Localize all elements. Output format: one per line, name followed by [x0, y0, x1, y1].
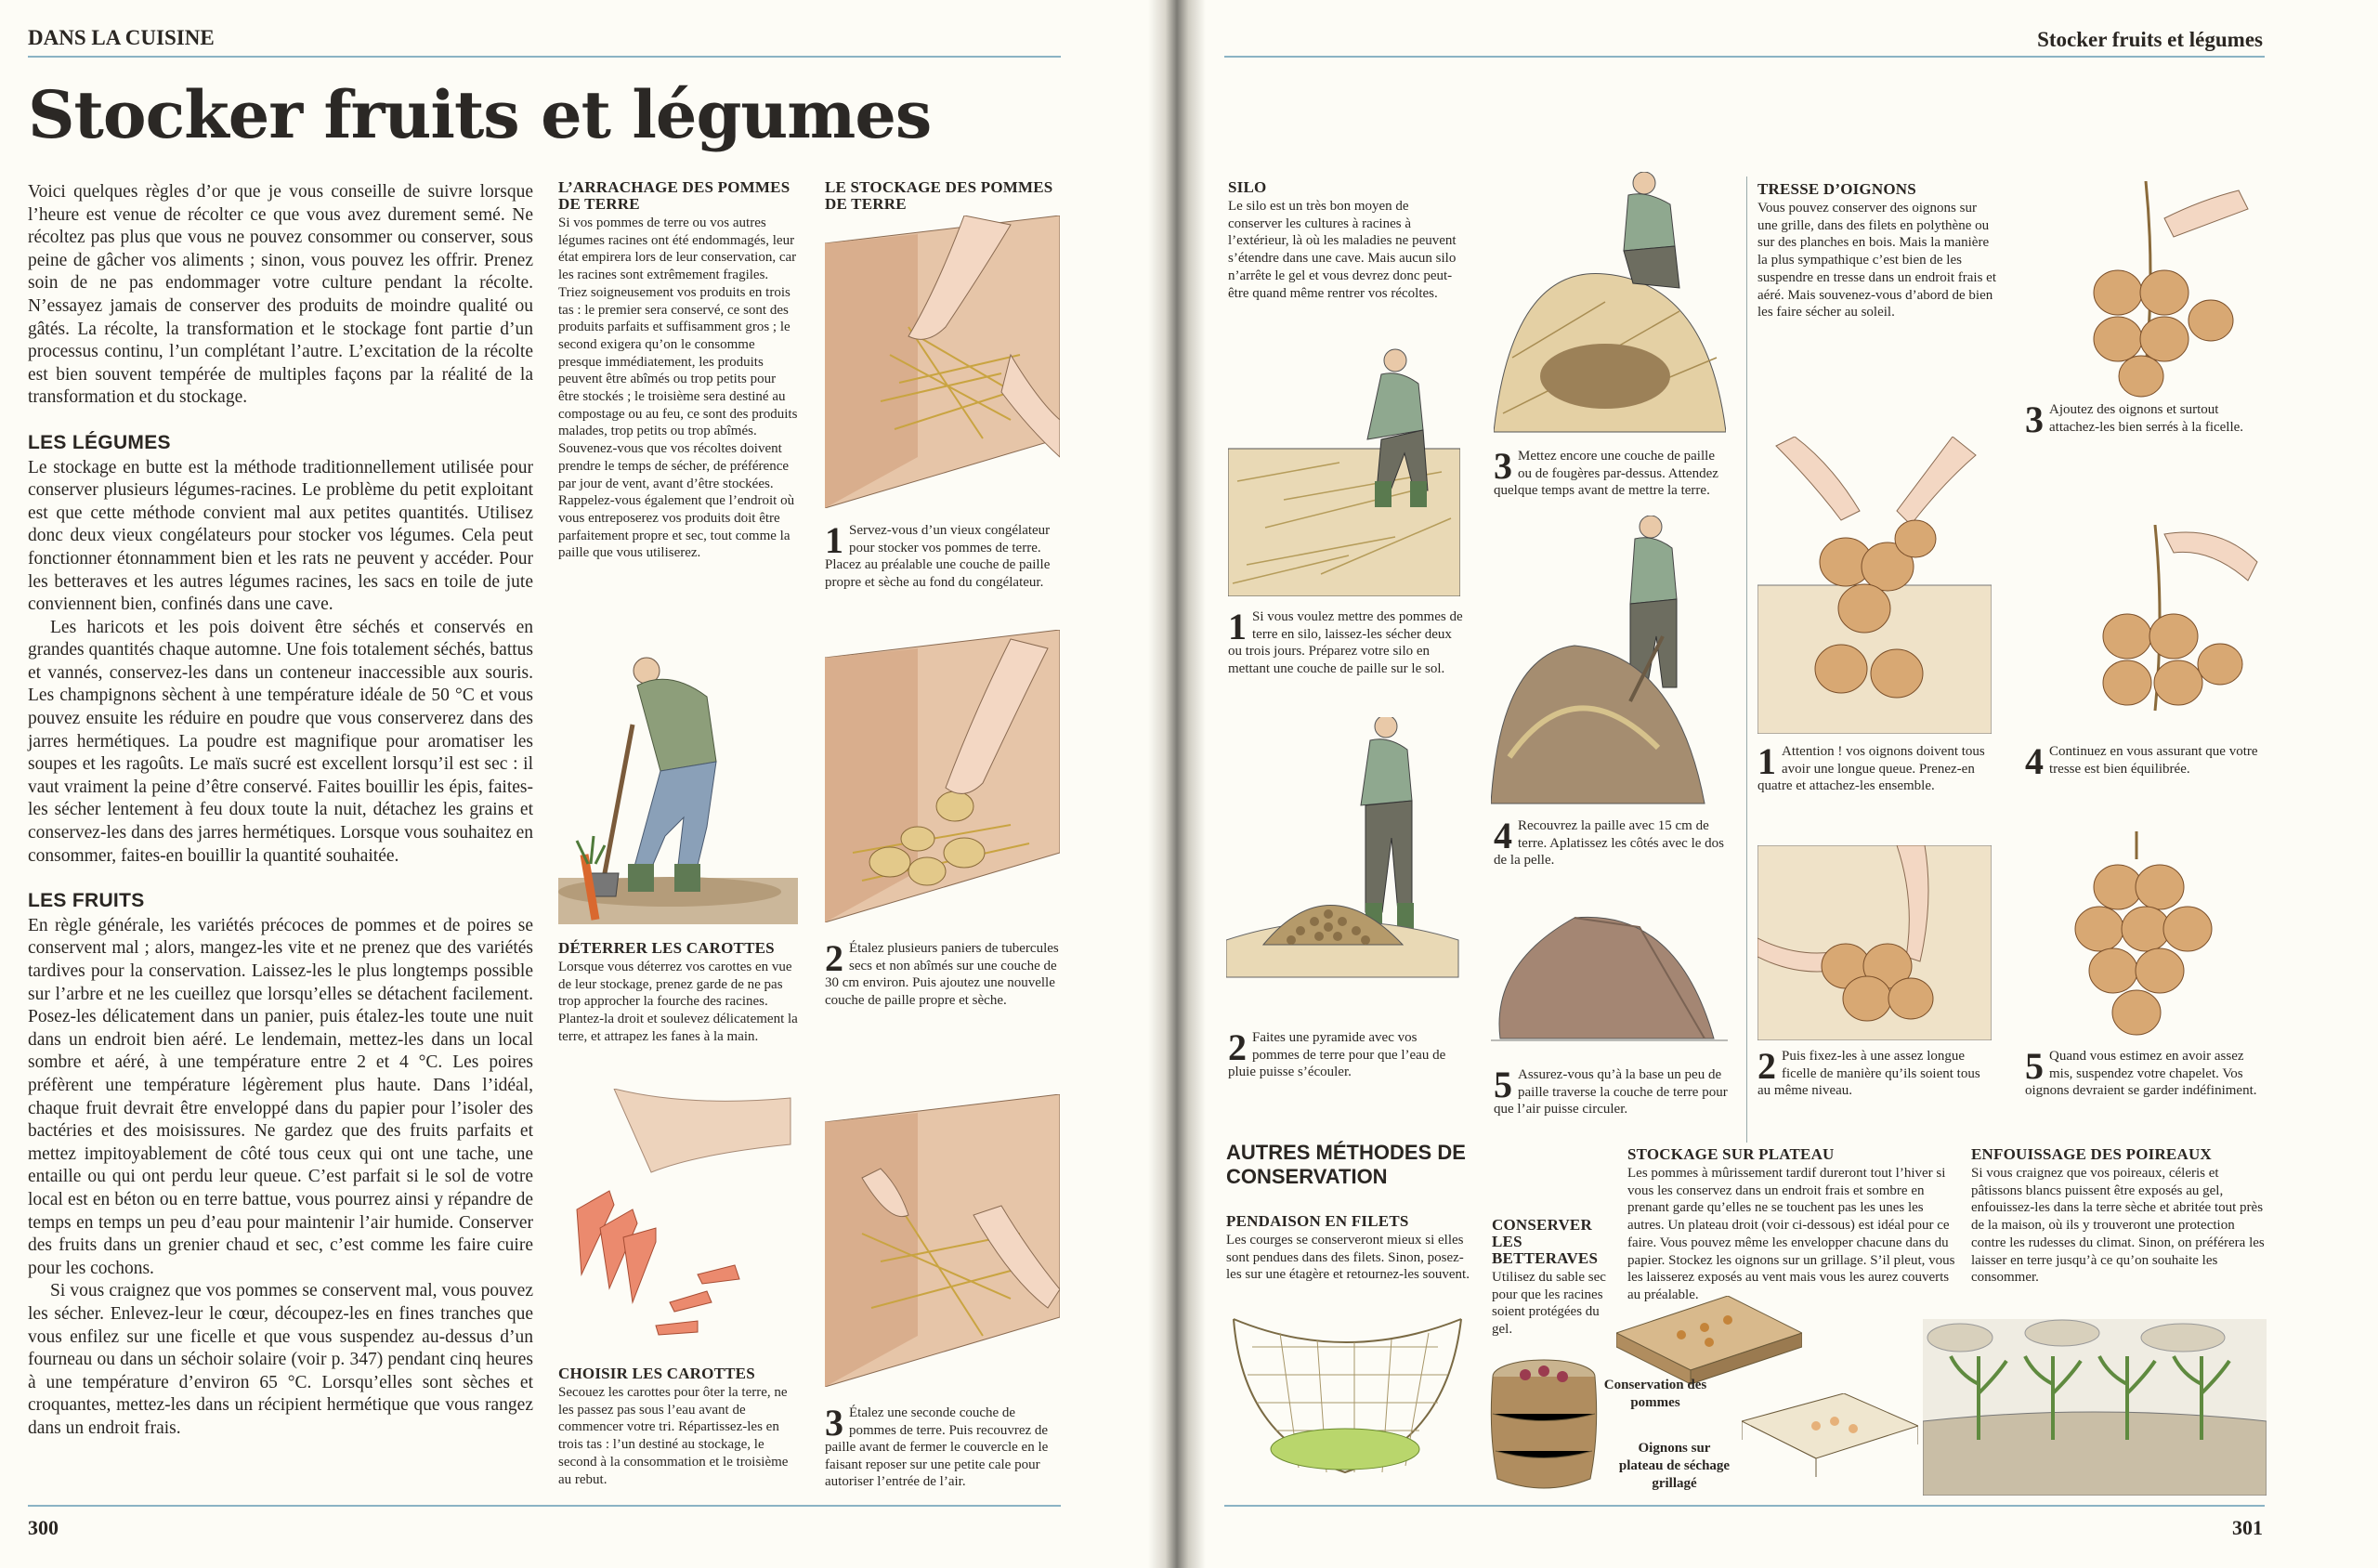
footer-rule-right	[1224, 1505, 2265, 1507]
page-title: Stocker fruits et légumes	[28, 76, 932, 153]
silo-step-4: 4 Recouvrez la paille avec 15 cm de terre. Aplatissez les côtés avec le dos de la pelle.	[1494, 815, 1724, 868]
silo-covering-illustration	[1494, 172, 1726, 437]
digging-potatoes-illustration	[558, 641, 798, 924]
footer-rule	[28, 1505, 1061, 1507]
sorting-carrots-illustration	[558, 1089, 798, 1339]
label-conservation-pommes: Conservation des pommes	[1603, 1378, 1707, 1410]
stockage-heading: LE STOCKAGE DES POMMES DE TERRE	[825, 178, 1053, 213]
section-running-head: DANS LA CUISINE	[28, 26, 215, 49]
autres-heading: AUTRES MÉTHODES DE CONSERVATION	[1226, 1141, 1466, 1188]
onion-braid-step3-illustration	[2025, 181, 2265, 404]
silo-step-1: 1 Si vous voulez mettre des pommes de terre en silo, laissez-les sécher deux ou trois jours. Préparez votre silo en mettant une couche de paille sur le sol.	[1228, 606, 1463, 676]
onion-braid-step4-illustration	[2025, 525, 2265, 734]
stockage-step-1: 1 Servez-vous d’un vieux congélateur pour stocker vos pommes de terre. Placez au préalable une couche de paille propre et sèche au fond du congélateur.	[825, 519, 1051, 590]
arrachage-text: Si vos pommes de terre ou vos autres légumes racines ont été endommagés, leur état empirera lors de leur conservation, car les racines sont extrêmement fragiles. Triez soigneusement vos produits en trois tas : le premier sera conservé, ce sont des produits parfaits et suffisamment gros ; le second exigera qu’on le consomme presque immédiatement, les produits peuvent être abîmés ou trop petits pour être stockés ; le troisième sera destiné au compostage ou au feu, ce sont des produits malades, trop petits ou trop abîmés. Souvenez-vous que vos récoltes doivent prendre le temps de sécher, de préférence par jour de vent, avant d’être stockées. Rappelez-vous également que l’endroit où vous entreposerez vos produits doit être parfaitement propre et sec, tout comme la paille que vous utiliserez.	[558, 216, 798, 561]
silo-finished-illustration	[1491, 908, 1728, 1048]
freezer-straw-illustration	[825, 216, 1060, 508]
fruits-heading: LES FRUITS	[28, 890, 145, 912]
intro-paragraph: Voici quelques règles d’or que je vous conseille de suivre lorsque l’heure est venue de récolter ce que vous avez durement semé. Ne récoltez pas plus que vous ne pouvez consommer ou conserver, sous peine de gâcher vos aliments ; sinon, vous pouvez les offrir. Prenez soin de ne pas endommager votre culture pendant la récolte. N’essayez jamais de conserver des produits de moindre qualité ou gâtés. La récolte, la transformation et le stockage font partie d’un processus continu, l’un complétant l’autre. L’excitation de la récolte est bien souvent tempérée de multiples façons par la réalité de la transformation et du stockage.	[28, 182, 533, 408]
silo-step-2: 2 Faites une pyramide avec vos pommes de terre pour que l’eau de pluie puisse s’écouler.	[1228, 1026, 1446, 1079]
pendaison-box	[1226, 1213, 1470, 1284]
onion-tie-illustration	[1757, 437, 1992, 734]
tresse-text: Vous pouvez conserver des oignons sur une grille, dans des filets en polythène ou sur des planches en bois. Mais la manière la plus sympathique c’est bien de les suspendre en tresse dans un endroit frais et aéré. Mais souvenez-vous d’abord de bien les faire sécher au soleil.	[1757, 201, 1997, 320]
deterrer-box	[558, 940, 798, 1046]
stockage-step-2: 2 Étalez plusieurs paniers de tubercules secs et non abîmés sur une couche de 30 cm environ. Puis ajoutez une nouvelle couche de paille propre et sèche.	[825, 937, 1059, 1008]
section-running-head-right: Stocker fruits et légumes	[2037, 28, 2263, 51]
poireaux-heading: ENFOUISSAGE DES POIREAUX	[1971, 1145, 2212, 1163]
deterrer-text: Lorsque vous déterrez vos carottes en vue de leur stockage, prenez garde de ne pas trop approcher la fourche des racines. Plantez-la droit et soulevez délicatement la terre, et attrapez les fanes à la main.	[558, 960, 798, 1044]
onion-string-illustration	[1757, 845, 1992, 1040]
leeks-illustration	[1923, 1319, 2267, 1496]
column-divider	[1746, 176, 1747, 1143]
choisir-text: Secouez les carottes pour ôter la terre, ne les passez pas sous l’eau avant de commencer votre tri. Répartissez-les en trois tas : l’un destiné au stockage, le second à la consommation et le troisième au rebut.	[558, 1385, 789, 1487]
betteraves-box	[1492, 1217, 1613, 1339]
betteraves-heading: CONSERVER LES BETTERAVES	[1492, 1216, 1599, 1267]
freezer-potatoes-illustration	[825, 630, 1060, 922]
squash-net-illustration	[1224, 1310, 1470, 1482]
silo-earth-illustration	[1491, 516, 1728, 813]
plateau-box	[1627, 1146, 1957, 1304]
header-rule	[28, 56, 1061, 58]
silo-step-3: 3 Mettez encore une couche de paille ou de fougères par-dessus. Attendez quelque temps avant de mettre la terre.	[1494, 445, 1718, 498]
book-gutter	[1148, 0, 1206, 1568]
pendaison-text: Les courges se conserveront mieux si elles sont pendues dans des filets. Sinon, posez-les sur une étagère et retournez-les souvent.	[1226, 1233, 1470, 1283]
header-rule-right	[1224, 56, 2265, 58]
silo-straw-base-illustration	[1228, 342, 1460, 596]
page-number-left: 300	[28, 1516, 59, 1539]
tresse-step-4: 4 Continuez en vous assurant que votre tresse est bien équilibrée.	[2025, 740, 2258, 782]
page-number-right: 301	[2232, 1516, 2263, 1539]
silo-text: Le silo est un très bon moyen de conserver les cultures à racines à l’extérieur, là où les maladies ne peuvent s’étendre dans une cave. Mais aucun silo n’arrête le gel et vous devrez donc peut-être quand même rentrer vos récoltes.	[1228, 199, 1457, 301]
tresse-step-2: 2 Puis fixez-les à une assez longue ficelle de manière qu’ils soient tous au même niveau.	[1757, 1045, 1980, 1098]
freezer-cover-illustration	[825, 1094, 1060, 1387]
onion-mesh-tray-illustration	[1742, 1393, 1918, 1482]
beetroot-barrel-illustration	[1488, 1358, 1600, 1497]
label-oignons-plateau: Oignons sur plateau de séchage grillagé	[1618, 1441, 1731, 1491]
arrachage-box	[558, 179, 798, 562]
choisir-box	[558, 1365, 798, 1488]
tresse-box	[1757, 181, 1997, 321]
silo-step-5: 5 Assurez-vous qu’à la base un peu de paille traverse la couche de terre pour que l’air puisse circuler.	[1494, 1064, 1728, 1117]
plateau-heading: STOCKAGE SUR PLATEAU	[1627, 1145, 1835, 1163]
tresse-step-5: 5 Quand vous estimez en avoir assez mis, suspendez votre chapelet. Vos oignons devraient se garder indéfiniment.	[2025, 1045, 2257, 1098]
legumes-heading: LES LÉGUMES	[28, 431, 171, 453]
choisir-heading: CHOISIR LES CAROTTES	[558, 1365, 755, 1382]
main-text-column	[28, 181, 533, 1440]
onion-braid-finished-illustration	[2025, 831, 2265, 1045]
tresse-step-3: 3 Ajoutez des oignons et surtout attachez-les bien serrés à la ficelle.	[2025, 399, 2244, 440]
silo-box	[1228, 179, 1460, 302]
pendaison-heading: PENDAISON EN FILETS	[1226, 1212, 1409, 1230]
fruits-paragraph-1: En règle générale, les variétés précoces de pommes et de poires se conservent mal ; alors, mangez-les vite et ne prenez que des variétés tardives pour la conservation. Laissez-les le plus longtemps possible sur l’arbre et ne les cueillez que lorsqu’elles se détachent facilement. Posez-les délicatement dans un panier, puis étalez-les toute une nuit dans un endroit bien aéré. Le lendemain, mettez-les dans un local sombre et aéré, à une température entre 2 et 4 °C. Les poires préfèrent une température légèrement plus haute. Dans l’idéal, chaque fruit devrait être enveloppé dans du papier pour l’isoler des bactéries et des moisissures. Ne gardez que des fruits parfaits et mettez impitoyablement de côté tous ceux qui ont une tache, une entaille ou qui ont perdu leur queue. C’est parfait si le sol de votre local est en béton ou en terre battue, vous pourrez ainsi y répandre de temps en temps un peu d’eau pour maintenir l’air humide. Conserver des fruits dans un grenier chaud et sec, c’est comme les faire cuire pour les cochons.	[28, 915, 533, 1278]
poireaux-box	[1971, 1146, 2267, 1287]
legumes-paragraph-2: Les haricots et les pois doivent être séchés et conservés en grandes quantités chaque automne. Une fois totalement séchés, battus et vannés, conservez-les dans un conteneur inaccessible aux souris. Les champignons sèchent à une température idéale de 50 °C et vous pouvez ensuite les réduire en poudre que vous conserverez dans des jarres hermétiques. La poudre est magnifique pour aromatiser les soupes et les ragoûts. Le maïs sucré est excellent lorsqu’il est sec : il vaut vraiment la peine d’être conservé. Faites bouillir les épis, faites-les sécher lentement à feu doux toute la nuit, détachez les grains et conservez-les dans des jarres hermétiques. Lorsque vous souhaitez en consommer, faites-en bouillir la quantité souhaitée.	[28, 617, 533, 866]
silo-pyramid-illustration	[1226, 717, 1463, 1014]
tresse-heading: TRESSE D’OIGNONS	[1757, 180, 1916, 198]
silo-heading: SILO	[1228, 178, 1267, 196]
fruits-paragraph-2: Si vous craignez que vos pommes se conservent mal, vous pouvez les sécher. Enlevez-leur le cœur, découpez-les en fines tranches que vous enfilez sur une ficelle et que vous suspendez au-dessus d’un fourneau ou dans un séchoir solaire (voir p. 347) pendant cinq heures à une température d’environ 65 °C. Lorsqu’elles sont sèches et croquantes, mettez-les dans un récipient hermétique que vous rangez dans un endroit frais.	[28, 1281, 533, 1438]
betteraves-text: Utilisez du sable sec pour que les racines soient protégées du gel.	[1492, 1270, 1606, 1338]
tresse-step-1: 1 Attention ! vos oignons doivent tous avoir une longue queue. Prenez-en quatre et attachez-les ensemble.	[1757, 740, 1985, 793]
poireaux-text: Si vous craignez que vos poireaux, céleris et pâtissons blancs puissent être exposés au gel, enfouissez-les dans la terre sèche et abritée tout près de la maison, où ils y trouveront une protection contre les rudesses du climat. Sinon, on préférera les laisser en terre jusqu’à ce qu’on souhaite les consommer.	[1971, 1166, 2265, 1286]
stockage-step-3: 3 Étalez une seconde couche de pommes de terre. Puis recouvrez de paille avant de fermer le couvercle en le faisant reposer sur une petite cale pour autoriser l’entrée de l’air.	[825, 1402, 1049, 1489]
plateau-text: Les pommes à mûrissement tardif dureront tout l’hiver si vous les conservez dans un endroit frais et sombre en prenant garde qu’elles ne se touchent pas les unes les autres. Un plateau droit (voir ci-dessous) est idéal pour ce faire. Vous pouvez même les envelopper chacune dans du papier. Stockez les oignons sur un grillage. S’il pleut, vous les laisserez exposés au vent mais vous les aurez couverts au préalable.	[1627, 1166, 1955, 1302]
arrachage-heading: L’ARRACHAGE DES POMMES DE TERRE	[558, 178, 790, 213]
legumes-paragraph-1: Le stockage en butte est la méthode traditionnellement utilisée pour conserver plusieurs légumes-racines. Le problème du petit exploitant est que cette méthode convient mal aux petites quantités. Utilisez donc deux vieux congélateurs pour stocker vos légumes. Cela peut fonctionner étonnamment bien et les rats ne peuvent y accéder. Pour les betteraves et les autres légumes racines, les sacs en toile de jute conviennent bien, confinés dans une cave.	[28, 457, 533, 615]
deterrer-heading: DÉTERRER LES CAROTTES	[558, 939, 775, 957]
